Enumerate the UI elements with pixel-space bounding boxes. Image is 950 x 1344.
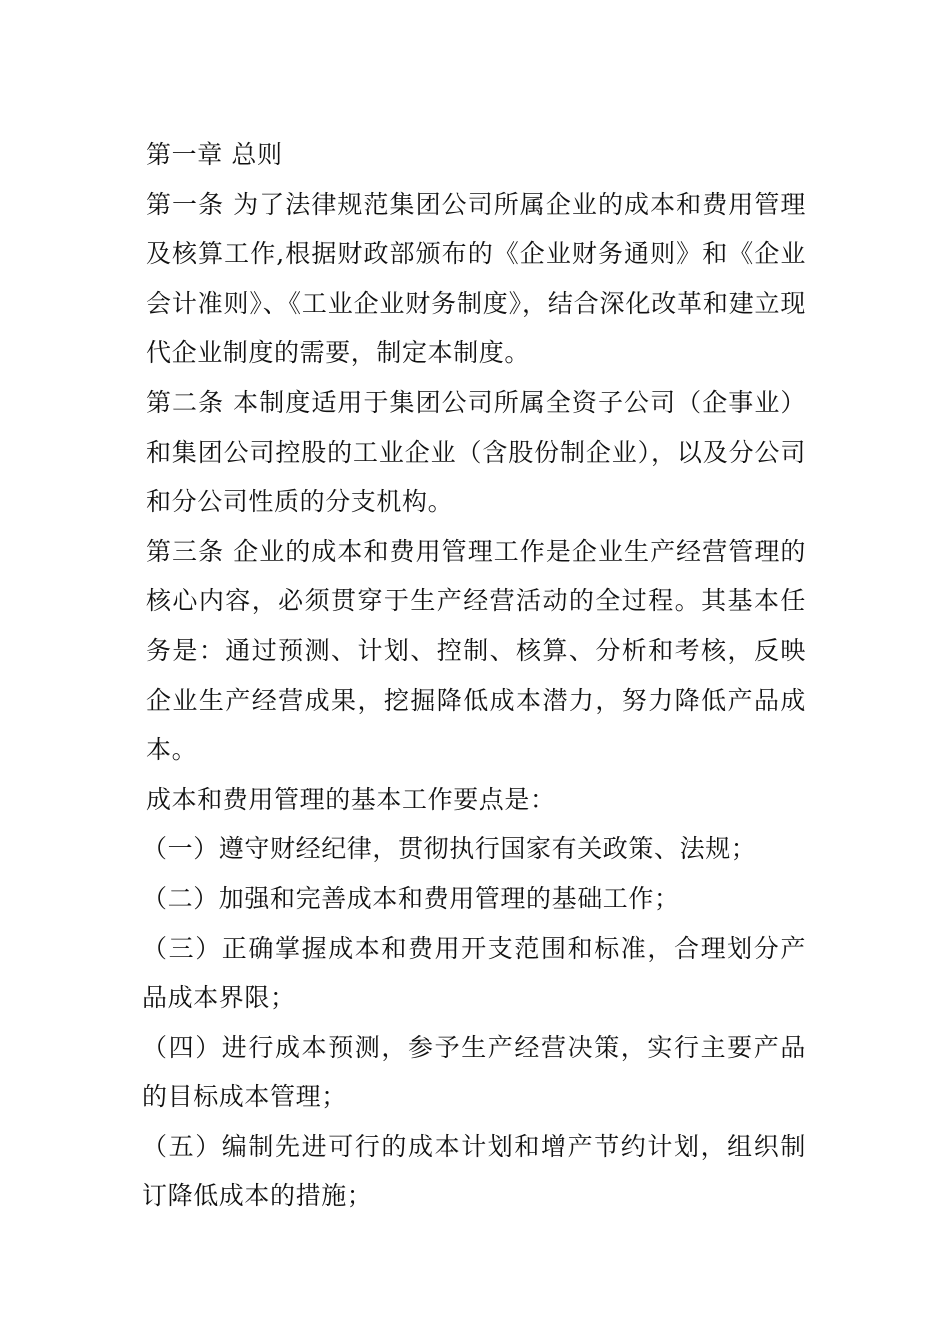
article-2: 第二条 本制度适用于集团公司所属全资子公司（企事业）和集团公司控股的工业企业（含股份制企业），以及分公司和分公司性质的分支机构。 (146, 387, 806, 517)
key-point-1: （一）遵守财经纪律，贯彻执行国家有关政策、法规； (142, 834, 757, 864)
article-1: 第一条 为了法律规范集团公司所属企业的成本和费用管理及核算工作,根据财政部颁布的《企业财务通则》和《企业会计准则》、《工业企业财务制度》，结合深化改革和建立现代企业制度的需要，制定本制度。 (146, 189, 806, 368)
article-3: 第三条 企业的成本和费用管理工作是企业生产经营管理的核心内容，必须贯穿于生产经营活动的全过程。其基本任务是：通过预测、计划、控制、核算、分析和考核，反映企业生产经营成果，挖掘降低成本潜力，努力降低产品成本。 (146, 536, 806, 765)
key-point-4: （四）进行成本预测，参予生产经营决策，实行主要产品的目标成本管理； (142, 1032, 806, 1112)
key-point-5: （五）编制先进可行的成本计划和增产节约计划，组织制订降低成本的措施； (142, 1131, 806, 1211)
document-body (142, 130, 806, 1221)
key-point-3: （三）正确掌握成本和费用开支范围和标准，合理划分产品成本界限； (142, 933, 806, 1013)
chapter-title: 第一章 总则 (146, 140, 283, 169)
key-point-2: （二）加强和完善成本和费用管理的基础工作； (142, 883, 680, 913)
key-points-intro: 成本和费用管理的基本工作要点是： (146, 784, 556, 814)
